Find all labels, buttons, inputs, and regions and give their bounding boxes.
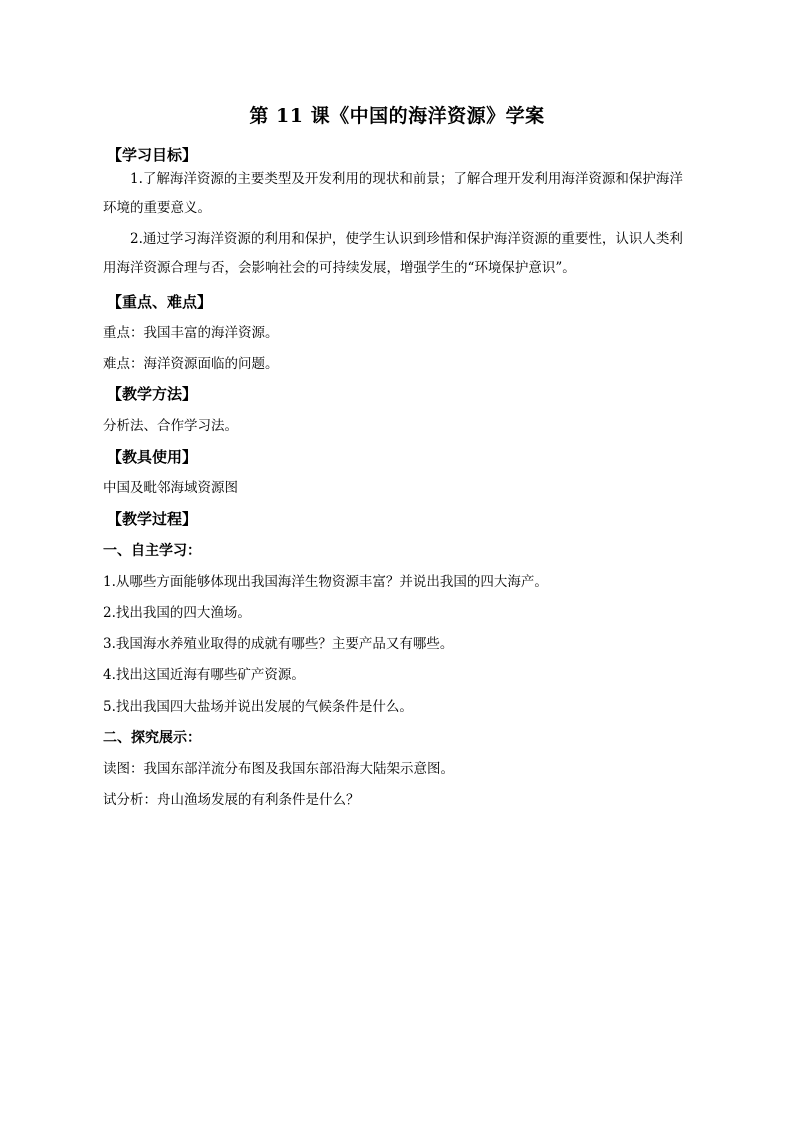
explore-analyze-text: 试分析：舟山渔场发展的有利条件是什么？: [103, 792, 360, 808]
objective-item-1: 1.了解海洋资源的主要类型及开发利用的现状和前景；了解合理开发利用海洋资源和保护海洋环境的重要意义。: [103, 171, 683, 216]
self-study-heading: 一、自主学习：: [103, 543, 201, 559]
objectives-heading: 【学习目标】: [107, 146, 198, 164]
methods-heading: 【教学方法】: [107, 385, 198, 403]
self-study-item-1: 1.从哪些方面能够体现出我国海洋生物资源丰富？并说出我国的四大海产。: [103, 574, 548, 590]
document-title: 第 11 课《中国的海洋资源》学案: [249, 105, 545, 127]
tools-heading: 【教具使用】: [107, 448, 198, 466]
explore-read-text: 读图：我国东部洋流分布图及我国东部沿海大陆架示意图。: [103, 761, 454, 777]
tools-text: 中国及毗邻海域资源图: [103, 480, 238, 496]
objective-item-2: 2.通过学习海洋资源的利用和保护，使学生认识到珍惜和保护海洋资源的重要性，认识人类利用海洋资源合理与否，会影响社会的可持续发展，增强学生的“环境保护意识”。: [103, 231, 683, 276]
explore-heading: 二、探究展示：: [103, 730, 201, 746]
process-heading: 【教学过程】: [107, 510, 198, 528]
methods-text: 分析法、合作学习法。: [103, 418, 238, 434]
self-study-item-2: 2.找出我国的四大渔场。: [103, 605, 251, 621]
key-points-heading: 【重点、难点】: [107, 293, 213, 311]
difficult-point-text: 难点：海洋资源面临的问题。: [103, 356, 279, 372]
self-study-item-3: 3.我国海水养殖业取得的成就有哪些？主要产品又有哪些。: [103, 636, 454, 652]
self-study-item-4: 4.找出这国近海有哪些矿产资源。: [103, 667, 305, 683]
self-study-item-5: 5.找出我国四大盐场并说出发展的气候条件是什么。: [103, 699, 413, 715]
key-point-text: 重点：我国丰富的海洋资源。: [103, 325, 279, 341]
